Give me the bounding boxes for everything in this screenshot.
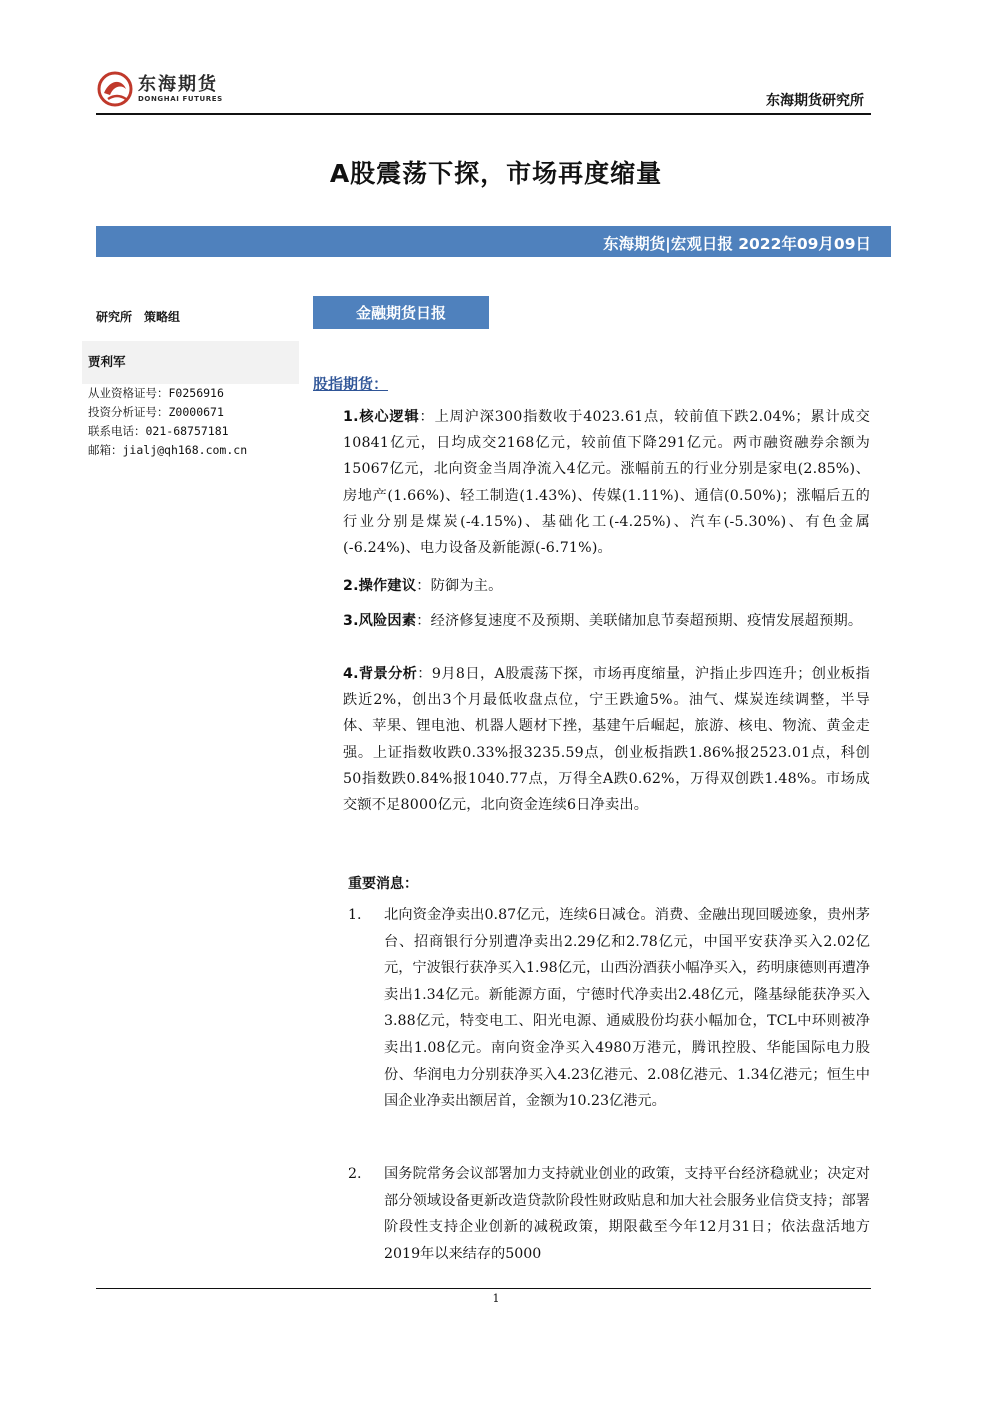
item-label: 4.背景分析 bbox=[343, 666, 418, 682]
cert-qualification: 从业资格证号：F0256916 bbox=[88, 386, 224, 400]
item-text: ：上周沪深300指数收于4023.61点，较前值下跌2.04%；累计成交10841亿元，日均成交2168亿元，较前值下降291亿元。两市融资融券余额为15067亿元，北向资金当周净流入4亿元。涨幅前五的行业分别是家电(2.85%)、房地产(1.66%)、轻工制造(1.43%)、传媒(1.11%)、通信(0.50%)；涨幅后五的行业分别是煤炭(-4.15%)、基础化工(-4.25%)、汽车(-5.30%)、有色金属(-6.24%)、电力设备及新能源(-6.71%)。 bbox=[343, 409, 870, 557]
group: 策略组 bbox=[144, 310, 181, 324]
logo-chinese-text: 东海期货 bbox=[138, 74, 218, 95]
cert-investment: 投资分析证号：Z0000671 bbox=[88, 405, 224, 419]
item-label: 1.核心逻辑 bbox=[343, 409, 420, 425]
item-text: ：经济修复速度不及预期、美联储加息节奏超预期、疫情发展超预期。 bbox=[416, 613, 863, 629]
item-text: ：防御为主。 bbox=[416, 578, 503, 594]
department: 研究所 bbox=[96, 310, 133, 324]
news-text: 北向资金净卖出0.87亿元，连续6日减仓。消费、金融出现回暖迹象，贵州茅台、招商银行分别遭净卖出2.29亿和2.78亿元，中国平安获净买入2.02亿元，宁波银行获净买入1.98亿元，山西汾酒获小幅净买入，药明康德则再遭净卖出1.34亿元。新能源方面，宁德时代净卖出2.48亿元，隆基绿能获净买入3.88亿元，特变电工、阳光电源、通威股份均获小幅加仓，TCL中环则被净卖出1.08亿元。南向资金净买入4980万港元，腾讯控股、华能国际电力股份、华润电力分别获净买入4.23亿港元、2.08亿港元、1.34亿港元；恒生中国企业净卖出额居首，金额为10.23亿港元。 bbox=[384, 907, 870, 1110]
item-label: 3.风险因素 bbox=[343, 613, 417, 629]
report-banner bbox=[96, 226, 891, 257]
report-type-tag: 金融期货日报 bbox=[313, 296, 489, 329]
item-risk bbox=[343, 608, 870, 634]
news-number: 1. bbox=[348, 907, 362, 923]
donghai-logo-icon bbox=[96, 69, 134, 109]
item-core-logic bbox=[343, 404, 870, 561]
item-text: ：9月8日，A股震荡下探，市场再度缩量，沪指止步四连升；创业板指跌近2%，创出3个月最低收盘点位，宁王跌逾5%。油气、煤炭连续调整，半导体、苹果、锂电池、机器人题材下挫，基建午后崛起，旅游、核电、物流、黄金走强。上证指数收跌0.33%报3235.59点，创业板指跌1.86%报2523.01点，科创50指数跌0.84%报1040.77点，万得全A跌0.62%，万得双创跌1.48%。市场成交额不足8000亿元，北向资金连续6日净卖出。 bbox=[343, 666, 870, 814]
item-operation bbox=[343, 573, 870, 599]
section-heading: 股指期货： bbox=[313, 375, 389, 393]
institute-name: 东海期货研究所 bbox=[766, 93, 864, 109]
news-item bbox=[348, 902, 870, 1115]
department-line bbox=[96, 308, 299, 325]
item-background bbox=[343, 661, 870, 818]
footer-divider bbox=[96, 1288, 871, 1289]
analyst-name: 贾利军 bbox=[88, 354, 126, 369]
item-label: 2.操作建议 bbox=[343, 578, 417, 594]
news-number: 2. bbox=[348, 1166, 362, 1182]
header-divider bbox=[96, 113, 871, 115]
contact-email[interactable]: 邮箱：jialj@qh168.com.cn bbox=[88, 443, 248, 457]
logo-english-text: DONGHAI FUTURES bbox=[138, 95, 223, 103]
news-heading: 重要消息： bbox=[348, 876, 418, 892]
page-number: 1 bbox=[492, 1292, 500, 1305]
report-title: A股震荡下探，市场再度缩量 bbox=[329, 159, 663, 188]
news-item bbox=[348, 1161, 870, 1267]
news-text: 国务院常务会议部署加力支持就业创业的政策，支持平台经济稳就业；决定对部分领域设备更新改造贷款阶段性财政贴息和加大社会服务业信贷支持；部署阶段性支持企业创新的减税政策，期限截至今年12月31日；依法盘活地方2019年以来结存的5000 bbox=[384, 1166, 870, 1262]
banner-text: 东海期货|宏观日报 2022年09月09日 bbox=[603, 235, 871, 253]
contact-phone: 联系电话：021-68757181 bbox=[88, 424, 229, 438]
company-logo bbox=[96, 66, 236, 112]
